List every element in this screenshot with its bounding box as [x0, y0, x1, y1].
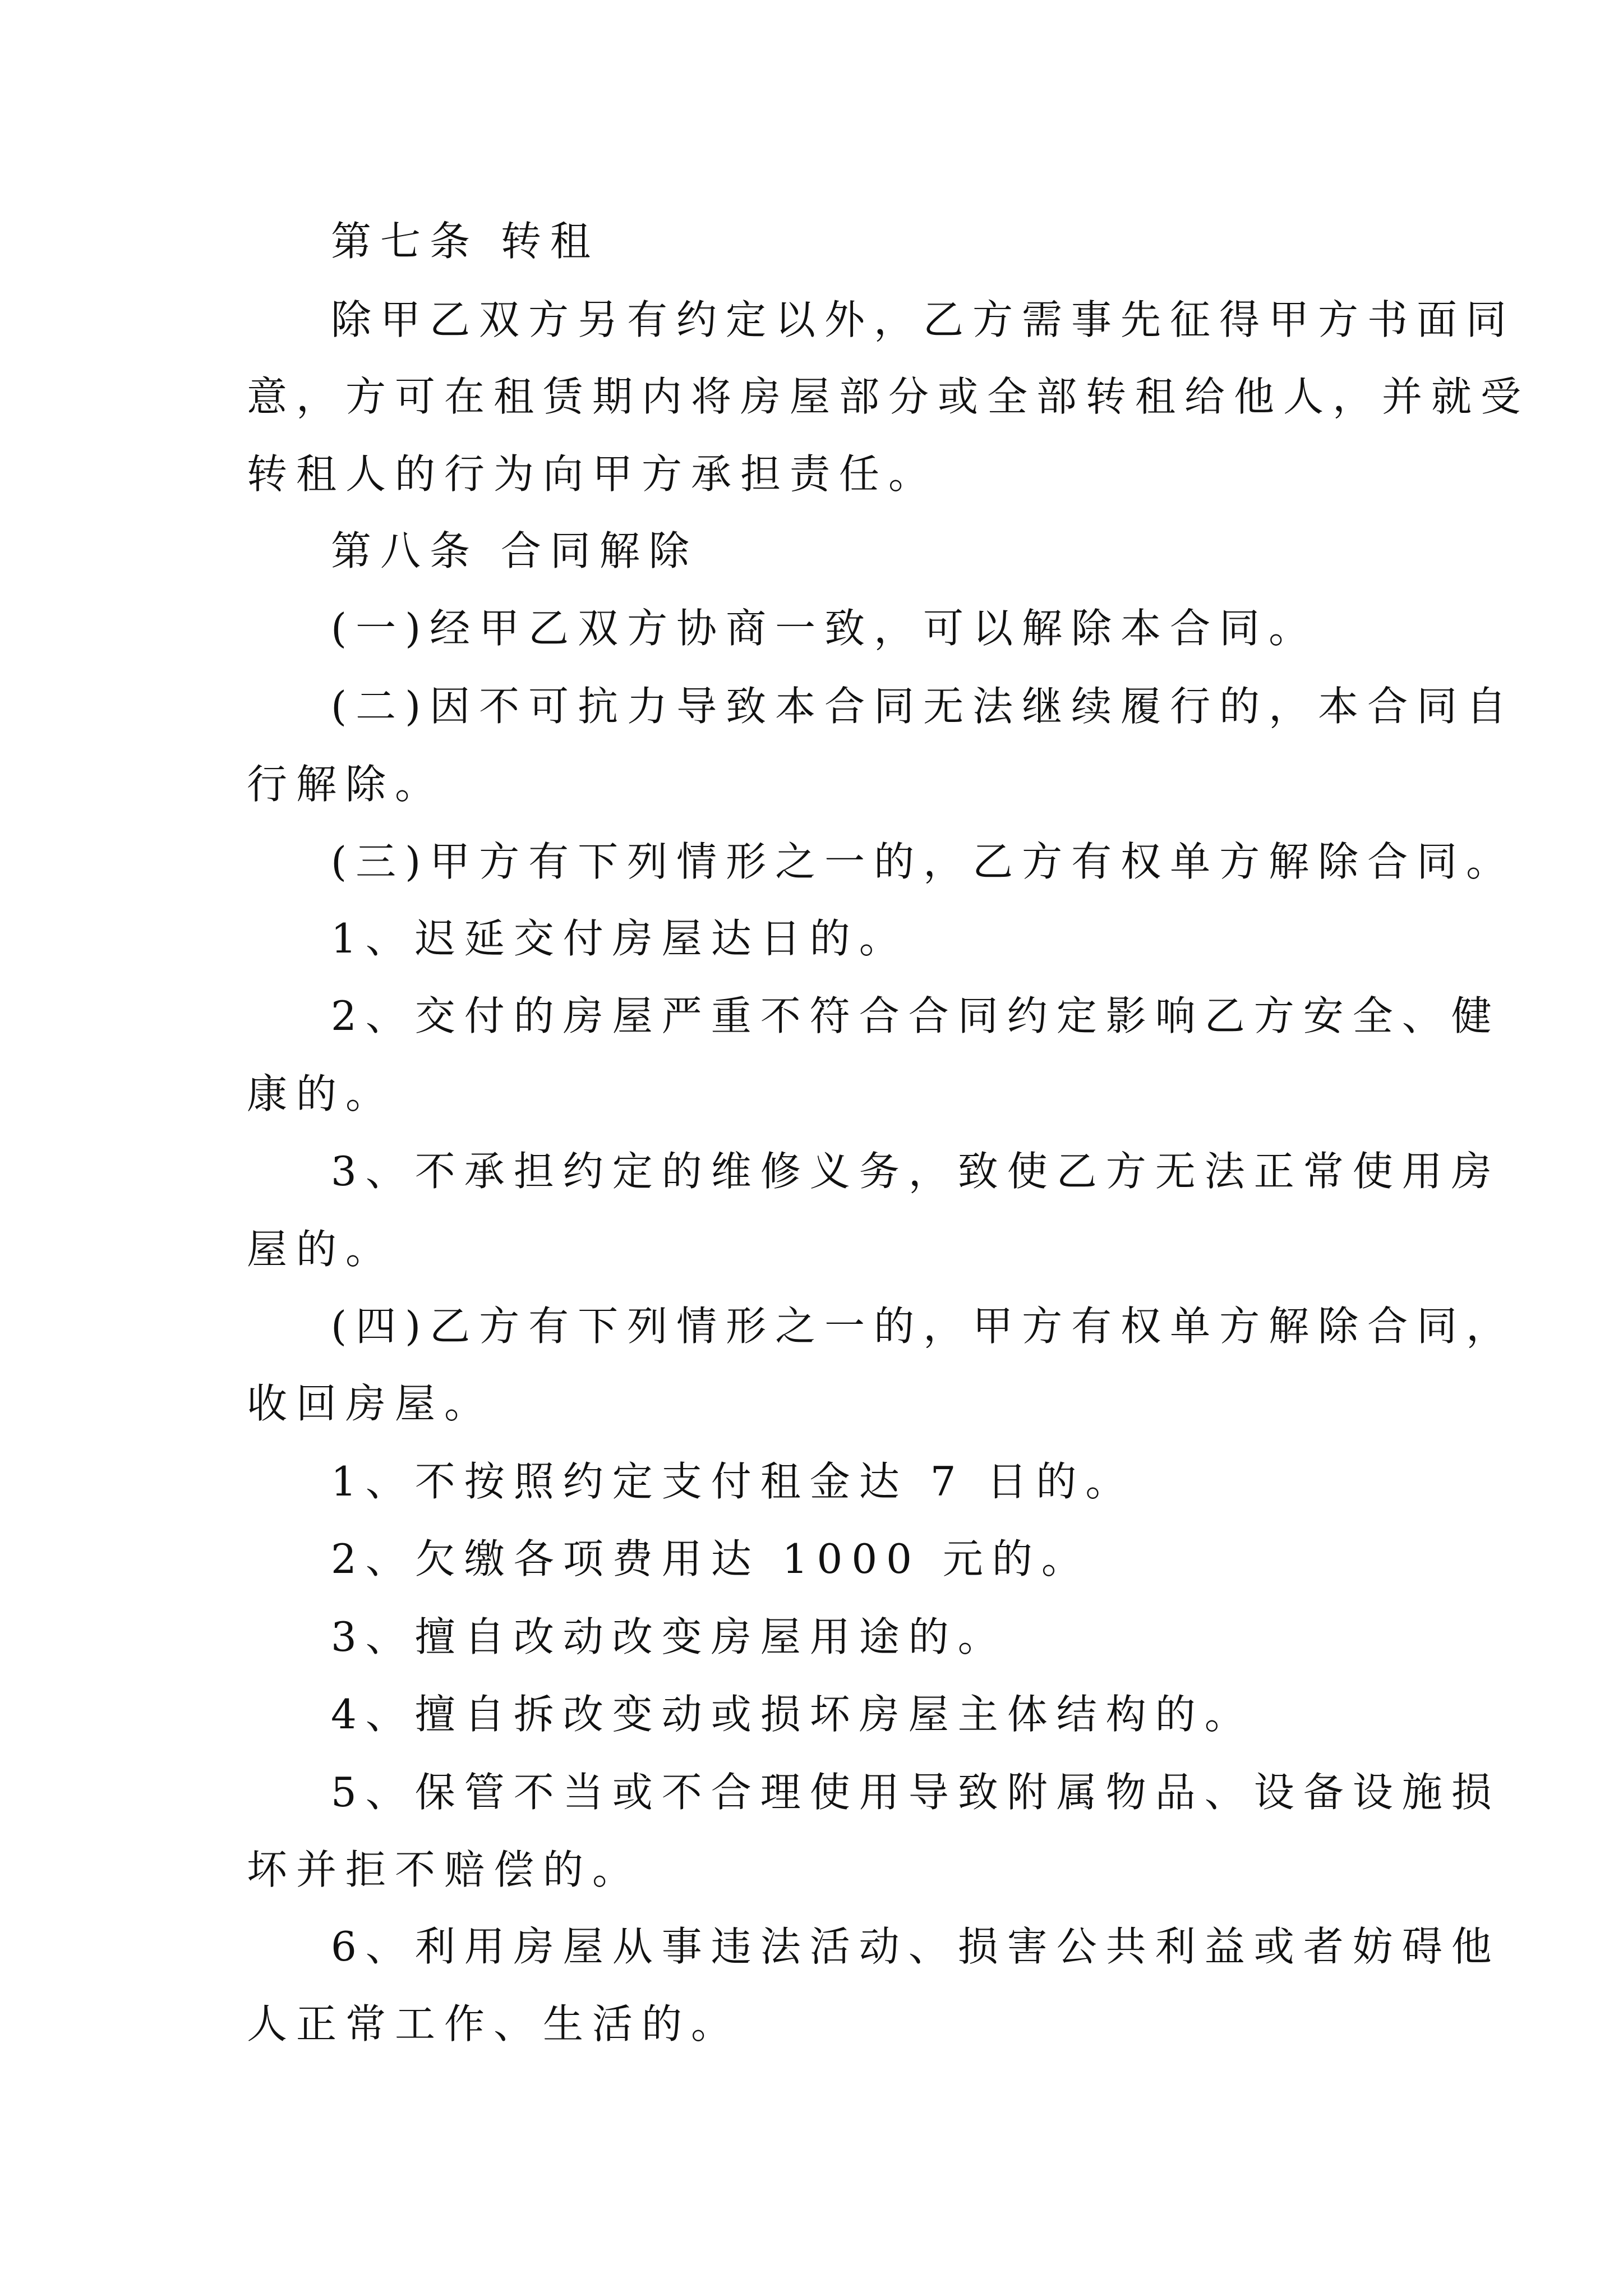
list-item: 3、擅自改动改变房屋用途的。 — [331, 1613, 1007, 1660]
paragraph-line: 康的。 — [247, 1070, 395, 1117]
list-item: 5、保管不当或不合理使用导致附属物品、设备设施损 — [331, 1769, 1501, 1816]
list-item: 1、迟延交付房屋达日的。 — [331, 915, 909, 962]
paragraph-line: 收回房屋。 — [247, 1380, 494, 1427]
clause-item: (四)乙方有下列情形之一的，甲方有权单方解除合同， — [331, 1303, 1516, 1350]
paragraph-line: 坏并拒不赔偿的。 — [247, 1846, 642, 1893]
paragraph-line: 意，方可在租赁期内将房屋部分或全部转租给他人，并就受 — [247, 373, 1530, 420]
clause-item: (三)甲方有下列情形之一的，乙方有权单方解除合同。 — [331, 838, 1516, 885]
paragraph-line: 除甲乙双方另有约定以外，乙方需事先征得甲方书面同 — [331, 296, 1516, 343]
list-item: 1、不按照约定支付租金达 7 日的。 — [331, 1458, 1135, 1505]
clause-item: (一)经甲乙双方协商一致，可以解除本合同。 — [331, 605, 1318, 652]
article-7-heading: 第七条 转租 — [331, 218, 600, 265]
list-item: 2、欠缴各项费用达 1000 元的。 — [331, 1535, 1091, 1582]
paragraph-line: 行解除。 — [247, 761, 445, 808]
paragraph-line: 转租人的行为向甲方承担责任。 — [247, 450, 938, 498]
list-item: 4、擅自拆改变动或损坏房屋主体结构的。 — [331, 1691, 1254, 1738]
list-item: 6、利用房屋从事违法活动、损害公共利益或者妨碍他 — [331, 1923, 1501, 1970]
list-item: 2、交付的房屋严重不符合合同约定影响乙方安全、健 — [331, 992, 1501, 1039]
list-item: 3、不承担约定的维修义务，致使乙方无法正常使用房 — [331, 1148, 1501, 1195]
article-8-heading: 第八条 合同解除 — [331, 527, 698, 574]
paragraph-line: 屋的。 — [247, 1226, 395, 1273]
clause-item: (二)因不可抗力导致本合同无法继续履行的，本合同自 — [331, 683, 1516, 730]
paragraph-line: 人正常工作、生活的。 — [247, 2000, 741, 2047]
